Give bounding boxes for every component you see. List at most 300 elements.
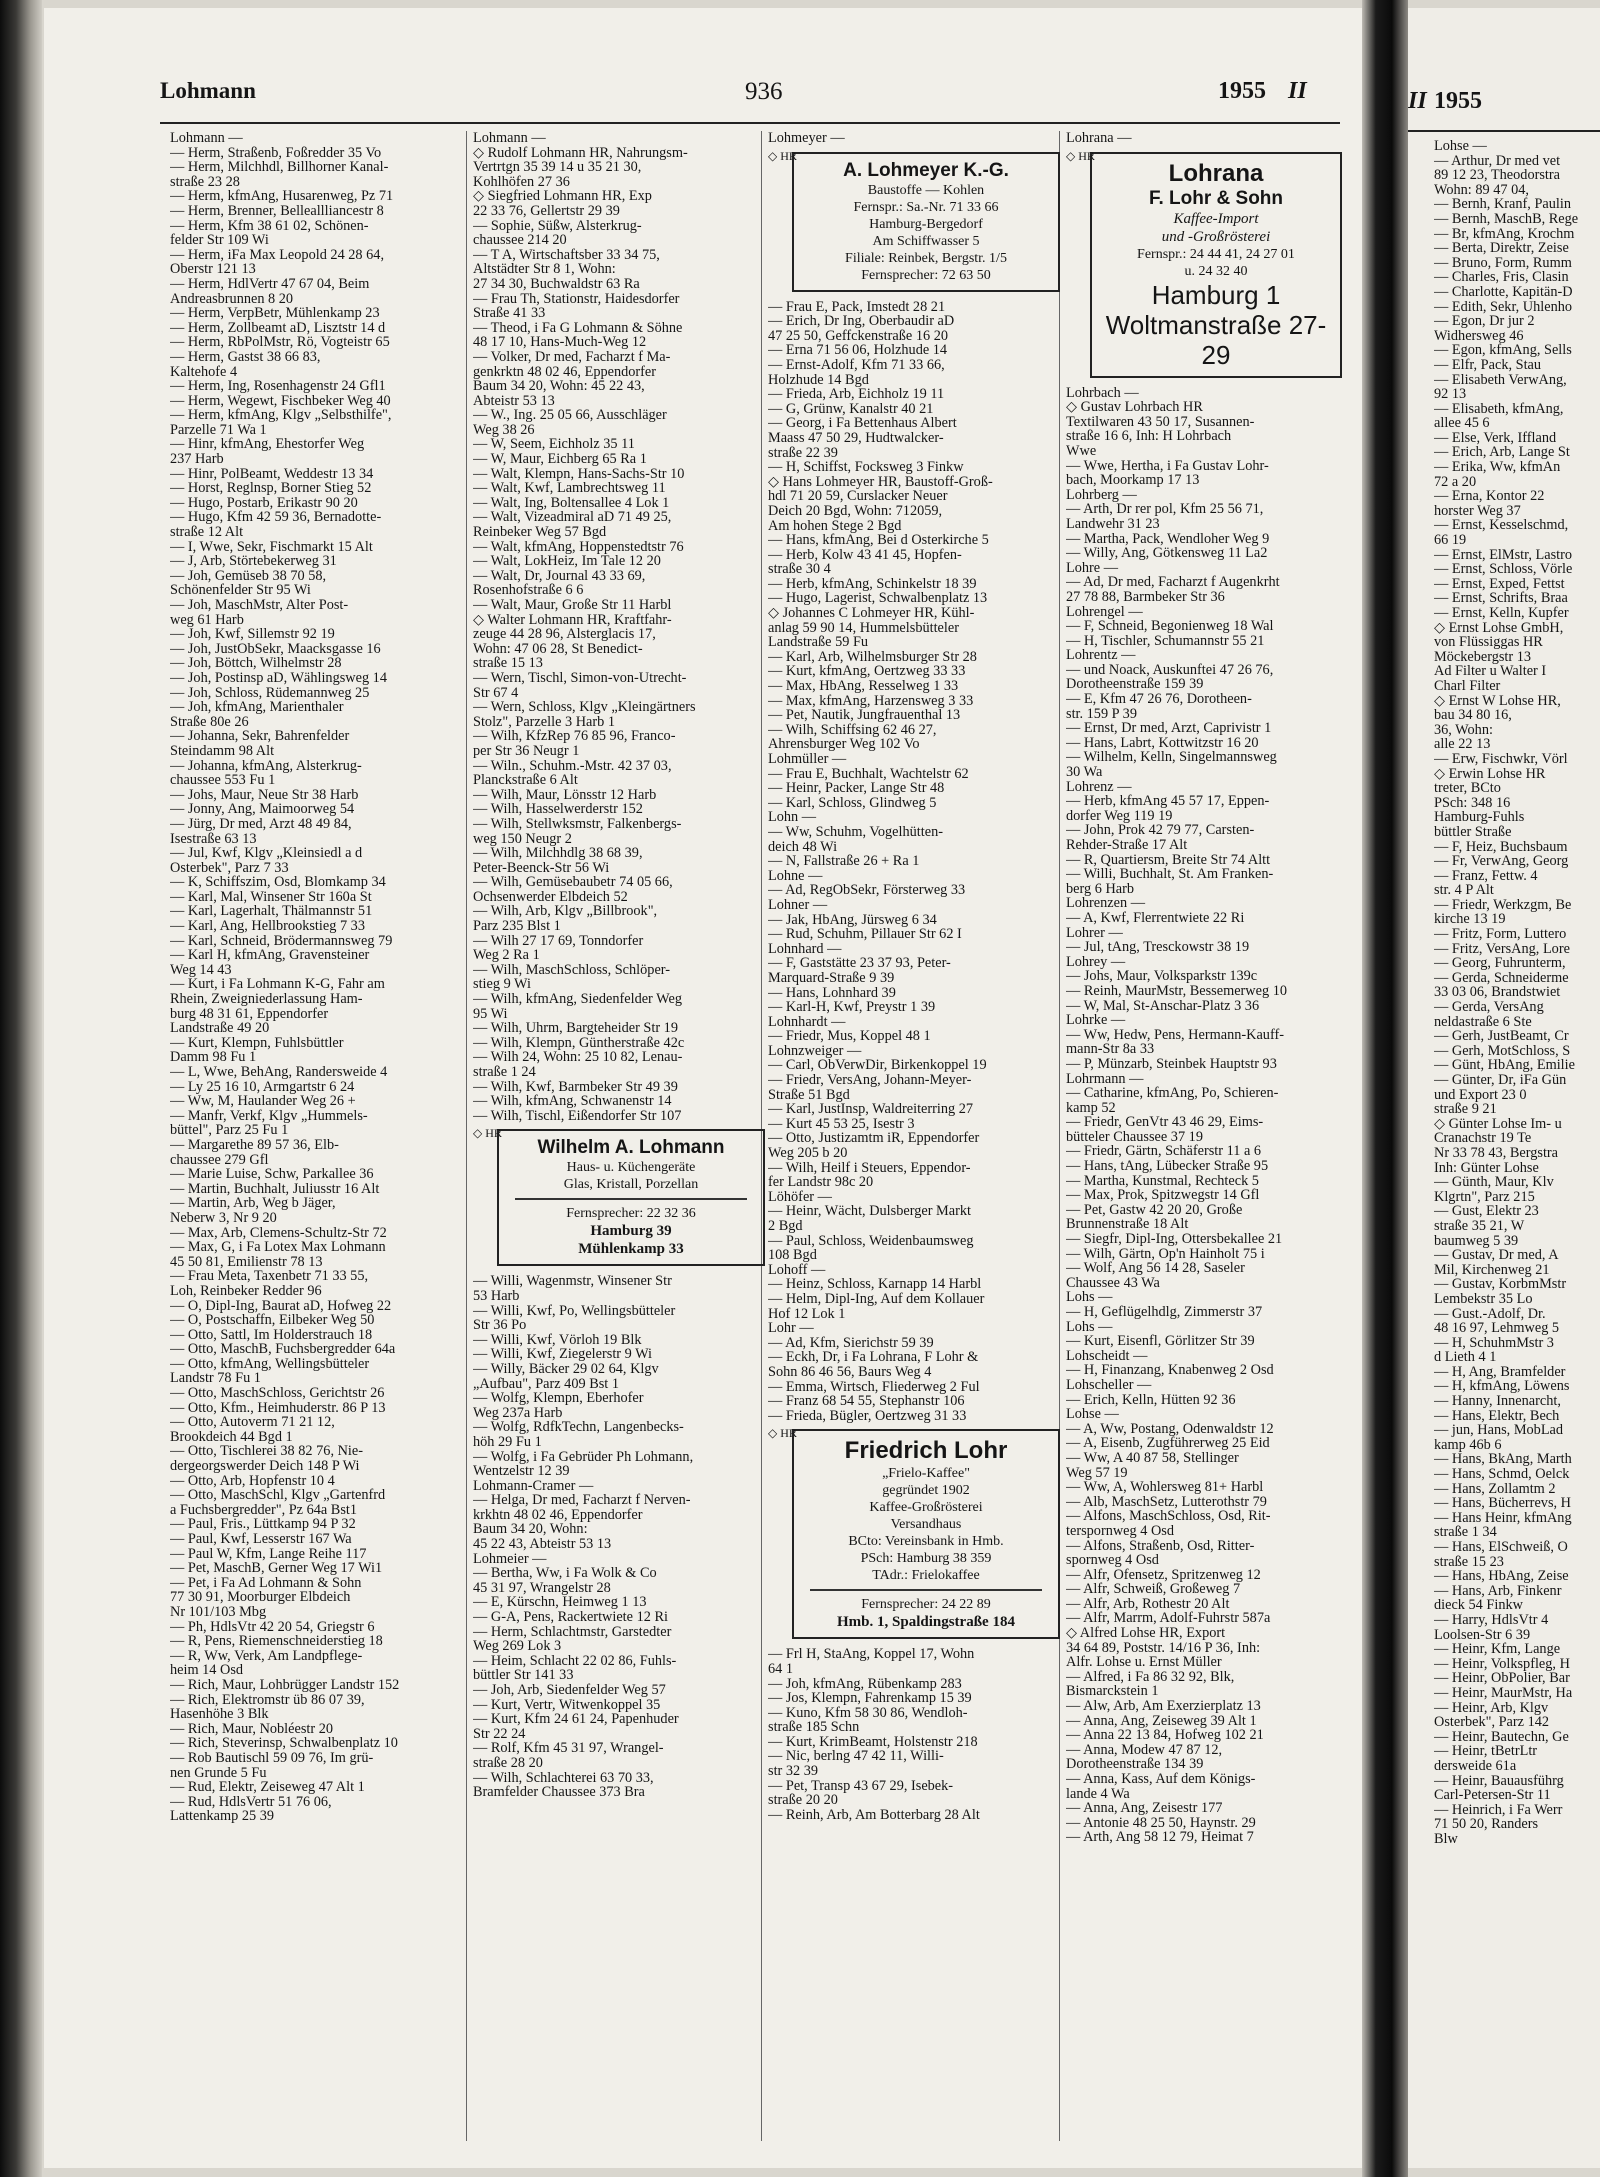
directory-entry: — I, Wwe, Sekr, Fischmarkt 15 Alt — [170, 539, 373, 555]
directory-entry: Loolsen-Str 6 39 — [1434, 1626, 1531, 1643]
directory-entry: Lohrberg — — [1066, 487, 1137, 503]
facing-page-volume: II — [1408, 88, 1427, 114]
directory-entry: — Hans, Lohnhard 39 — [768, 985, 896, 1001]
directory-entry: — Joh, Gemüseb 38 70 58, — [170, 568, 327, 584]
directory-entry: — Alfr, Arb, Rothestr 20 Alt — [1066, 1596, 1230, 1612]
directory-entry: — Erw, Fischwkr, Vörl — [1434, 750, 1568, 767]
directory-entry: — Erna, Kontor 22 — [1434, 488, 1545, 505]
directory-entry: — Wilh, Klempn, Güntherstraße 42c — [473, 1035, 685, 1051]
directory-entry: — Heinr, Packer, Lange Str 48 — [768, 781, 945, 796]
directory-entry: — Erna 71 56 06, Holzhude 14 — [768, 343, 948, 358]
directory-entry: — Joh, Böttch, Wilhelmstr 28 — [170, 656, 342, 671]
directory-entry: Löhöfer — — [768, 1189, 832, 1205]
advertisement-line: Haus- u. Küchengeräte — [566, 1160, 696, 1176]
directory-entry: Lohrentz — — [1066, 648, 1136, 663]
directory-entry: Lohs — — [1066, 1290, 1113, 1305]
directory-entry: — Hanny, Innenarcht, — [1434, 1393, 1561, 1410]
directory-entry: — Heinz, Schloss, Karnapp 14 Harbl — [768, 1277, 982, 1292]
directory-entry: — Heinr, tBetrLtr — [1434, 1743, 1538, 1760]
directory-entry: — Ww, Schuhm, Vogelhütten- — [768, 824, 943, 840]
directory-entry: Brunnenstraße 18 Alt — [1066, 1217, 1189, 1233]
directory-entry: — Siegfr, Dipl-Ing, Ottersbekallee 21 — [1066, 1232, 1283, 1247]
directory-entry: 45 22 43, Abteistr 53 13 — [473, 1537, 612, 1552]
directory-entry: — Otto, Tischlerei 38 82 76, Nie- — [170, 1444, 364, 1460]
directory-entry: Weg 269 Lok 3 — [473, 1639, 562, 1654]
directory-entry: Lohnhardt — — [768, 1014, 846, 1030]
header-rule — [160, 122, 1340, 124]
directory-entry: — Walt, Klempn, Hans-Sachs-Str 10 — [473, 466, 685, 482]
directory-entry: büttler Str 141 33 — [473, 1668, 574, 1683]
directory-entry: — Max, HbAng, Resselweg 1 33 — [768, 679, 959, 694]
directory-entry: — Marie Luise, Schw, Parkallee 36 — [170, 1167, 374, 1182]
directory-entry: a Fuchsbergredder", Pz 64a Bst1 — [170, 1502, 358, 1518]
directory-entry: straße 12 Alt — [170, 525, 244, 540]
facing-page-column — [1434, 139, 1600, 2159]
directory-entry: Hof 12 Lok 1 — [768, 1306, 846, 1322]
book-gutter — [1362, 0, 1408, 2177]
directory-entry: — H, Tischler, Schumannstr 55 21 — [1066, 633, 1265, 649]
directory-entry: — Wilh, Heilf i Steuers, Eppendor- — [768, 1160, 971, 1176]
directory-entry: — Hans, Bücherrevs, H — [1434, 1495, 1571, 1512]
directory-entry: — Wilh, Stellwksmstr, Falkenbergs- — [473, 816, 682, 832]
directory-entry: — Hans, Elektr, Bech — [1434, 1407, 1560, 1424]
directory-entry: str. 4 P Alt — [1434, 882, 1494, 899]
directory-entry: — Johanna, kfmAng, Alsterkrug- — [170, 758, 362, 774]
directory-entry: Parzelle 71 Wa 1 — [170, 422, 267, 438]
directory-entry: — Sophie, Süßw, Alsterkrug- — [473, 218, 642, 234]
directory-entry: — Ww, Hedw, Pens, Hermann-Kauff- — [1066, 1027, 1284, 1043]
directory-entry: Reinbeker Weg 57 Bgd — [473, 525, 607, 540]
directory-entry: — Paul, Kwf, Lesserstr 167 Wa — [170, 1532, 352, 1547]
directory-entry: — Hans, BkAng, Marth — [1434, 1451, 1572, 1468]
directory-entry: — Heinrich, i Fa Werr — [1434, 1801, 1563, 1818]
directory-entry: — Heinr, ObPolier, Bar — [1434, 1670, 1570, 1687]
directory-entry: — Friedr, GenVtr 43 46 29, Eims- — [1066, 1115, 1264, 1130]
directory-entry: — Heinr, Volkspfleg, H — [1434, 1655, 1570, 1672]
advertisement-address: Mühlenkamp 33 — [578, 1241, 684, 1258]
advertisement-line: „Frielo-Kaffee" — [882, 1466, 970, 1482]
directory-entry: — Jonny, Ang, Maimoorweg 54 — [170, 802, 355, 817]
directory-column-3 — [768, 131, 1064, 2151]
directory-entry: — Herb, kfmAng, Schinkelstr 18 39 — [768, 576, 977, 592]
directory-entry: — Walt, Kwf, Lambrechtsweg 11 — [473, 481, 666, 496]
directory-entry: — Martin, Buchhalt, Juliusstr 16 Alt — [170, 1181, 380, 1197]
directory-entry: 48 16 97, Lehmweg 5 — [1434, 1320, 1560, 1337]
directory-entry: — Gerda, Schneiderme — [1434, 969, 1569, 986]
directory-entry: — Wolfg, Klempn, Eberhofer — [473, 1391, 644, 1406]
directory-entry: — F, Schneid, Begonienweg 18 Wal — [1066, 619, 1274, 634]
directory-entry: Lohn — — [768, 810, 817, 825]
directory-entry: — Ernst, ElMstr, Lastro — [1434, 546, 1573, 563]
advertisement-subtitle: F. Lohr & Sohn — [1148, 187, 1284, 209]
directory-entry: — Karl-H, Kwf, Preystr 1 39 — [768, 1000, 936, 1015]
directory-entry: — Jul, tAng, Tresckowstr 38 19 — [1066, 940, 1250, 955]
directory-entry: — Kurt, Kfm 24 61 24, Papenhuder — [473, 1712, 679, 1727]
directory-entry: Weg 2 Ra 1 — [473, 948, 540, 963]
directory-entry: — Walt, Maur, Große Str 11 Harbl — [473, 598, 672, 613]
directory-entry: Deich 20 Bgd, Wohn: 712059, — [768, 503, 943, 519]
directory-entry: — Alfons, Straßenb, Osd, Ritter- — [1066, 1538, 1255, 1554]
directory-entry: — Wilh, kfmAng, Schwanenstr 14 — [473, 1094, 672, 1109]
directory-entry: — Kuno, Kfm 58 30 86, Wendloh- — [768, 1705, 968, 1721]
directory-entry: — W, Maur, Eichberg 65 Ra 1 — [473, 452, 647, 467]
directory-entry: Neberw 3, Nr 9 20 — [170, 1210, 277, 1226]
directory-entry: str 32 39 — [768, 1764, 819, 1779]
directory-entry: — Friedr, VersAng, Johann-Meyer- — [768, 1073, 972, 1088]
directory-entry: Loh, Reinbeker Redder 96 — [170, 1283, 322, 1299]
directory-entry: hdl 71 20 59, Curslacker Neuer — [768, 489, 948, 504]
directory-entry: Landstraße 49 20 — [170, 1021, 270, 1036]
directory-entry: kirche 13 19 — [1434, 911, 1506, 928]
directory-entry: ◇ Siegfried Lohmann HR, Exp — [473, 189, 652, 204]
directory-entry: — F, Gaststätte 23 37 93, Peter- — [768, 956, 951, 971]
directory-entry: — Arth, Dr rer pol, Kfm 25 56 71, — [1066, 502, 1264, 517]
directory-entry: 48 17 10, Hans-Much-Weg 12 — [473, 335, 647, 350]
directory-entry: 77 30 91, Moorburger Elbdeich — [170, 1590, 351, 1605]
directory-entry: — Otto, MaschB, Fuchsbergredder 64a — [170, 1342, 396, 1357]
directory-entry: ◇ Rudolf Lohmann HR, Nahrungsm- — [473, 145, 688, 161]
directory-column-4 — [1066, 131, 1346, 2151]
directory-entry: Weg 237a Harb — [473, 1405, 563, 1421]
directory-entry: — Anna, Modew 47 87 12, — [1066, 1742, 1223, 1758]
directory-entry: Straße 80e 26 — [170, 714, 249, 730]
directory-entry: — Anna, Ang, Zeiseweg 39 Alt 1 — [1066, 1713, 1257, 1729]
directory-entry: — Friedr, Gärtn, Schäferstr 11 a 6 — [1066, 1144, 1262, 1160]
surname-heading: Lohmann — — [170, 131, 243, 146]
directory-entry: von Flüssiggas HR — [1434, 634, 1543, 651]
directory-entry: Wohn: 89 47 04, — [1434, 181, 1529, 198]
directory-entry: — Alfr, Schweiß, Großeweg 7 — [1066, 1582, 1241, 1597]
advertisement-line: TAdr.: Frielokaffee — [872, 1568, 980, 1584]
directory-entry: — Catharine, kfmAng, Po, Schieren- — [1066, 1086, 1279, 1101]
directory-entry: Baum 34 20, Wohn: 45 22 43, — [473, 379, 645, 394]
directory-entry: — Karl, JustInsp, Waldreiterring 27 — [768, 1102, 974, 1117]
directory-entry: ◇ Ernst Lohse GmbH, — [1434, 619, 1564, 636]
directory-entry: alle 22 13 — [1434, 736, 1491, 753]
directory-entry: — Fritz, Form, Luttero — [1434, 926, 1567, 943]
directory-entry: — Gerda, VersAng — [1434, 999, 1544, 1016]
directory-entry: Maass 47 50 29, Hudtwalcker- — [768, 430, 944, 446]
directory-entry: — Karl H, kfmAng, Gravensteiner — [170, 948, 370, 963]
directory-entry: str. 159 P 39 — [1066, 706, 1137, 722]
directory-entry: Möckebergstr 13 — [1434, 648, 1532, 665]
directory-entry: fer Landstr 98c 20 — [768, 1175, 874, 1190]
directory-entry: — Ww, A 40 87 58, Stellinger — [1066, 1450, 1239, 1466]
directory-entry: — Elisabeth, kfmAng, — [1434, 400, 1564, 417]
advertisement-line: gegründet 1902 — [882, 1483, 970, 1499]
directory-entry: straße 15 23 — [1434, 1553, 1504, 1570]
directory-entry: straße 185 Schn — [768, 1720, 860, 1735]
advertisement-line: Am Schiffwasser 5 — [872, 233, 980, 249]
advertisement-line: Hamburg-Bergedorf — [869, 216, 983, 232]
directory-entry: bütteler Chaussee 37 19 — [1066, 1129, 1203, 1145]
directory-entry: PSch: 348 16 — [1434, 794, 1511, 811]
directory-entry: straße 23 28 — [170, 174, 240, 190]
directory-entry: Lohrenz — — [1066, 779, 1132, 795]
directory-entry: — Paul, Schloss, Weidenbaumsweg — [768, 1233, 974, 1249]
directory-entry: — Joh, JustObSekr, Maacksgasse 16 — [170, 641, 381, 657]
directory-entry: — Herb, kfmAng 45 57 17, Eppen- — [1066, 794, 1270, 809]
directory-entry: — Herm, Zollbeamt aD, Lisztstr 14 d — [170, 320, 386, 336]
directory-entry: Bramfelder Chaussee 373 Bra — [473, 1785, 645, 1800]
directory-entry: — Rich, Steverinsp, Schwalbenplatz 10 — [170, 1736, 398, 1751]
directory-entry: — Ernst, Schrifts, Braa — [1434, 590, 1568, 607]
directory-entry: — Joh, kfmAng, Rübenkamp 283 — [768, 1676, 962, 1692]
directory-entry: — Wilh 27 17 69, Tonndorfer — [473, 933, 644, 949]
directory-entry: — Max, Prok, Spitzwegstr 14 Gfl — [1066, 1188, 1260, 1203]
directory-entry: — Helga, Dr med, Facharzt f Nerven- — [473, 1493, 691, 1508]
directory-entry: Lohrbach — — [1066, 385, 1139, 401]
directory-entry: — O, Dipl-Ing, Baurat aD, Hofweg 22 — [170, 1298, 392, 1314]
directory-entry: Inh: Günter Lohse — [1434, 1159, 1539, 1176]
directory-entry: — Rud, HdlsVertr 51 76 06, — [170, 1794, 332, 1810]
directory-entry: — Else, Verk, Iffland — [1434, 429, 1557, 446]
directory-entry: — Ernst, Exped, Fettst — [1434, 575, 1565, 592]
directory-entry: Nr 33 78 43, Bergstra — [1434, 1144, 1559, 1161]
directory-entry: — Charles, Fris, Clasin — [1434, 269, 1569, 286]
directory-entry: Lohs — — [1066, 1319, 1113, 1335]
directory-entry: bau 34 80 16, — [1434, 707, 1512, 724]
directory-entry: Ochsenwerder Elbdeich 52 — [473, 889, 628, 905]
directory-entry: — Willi, Buchhalt, St. Am Franken- — [1066, 867, 1274, 882]
directory-entry: — Erich, Arb, Lange St — [1434, 444, 1570, 461]
advertisement-line: Baustoffe — Kohlen — [867, 182, 985, 198]
directory-entry: straße 28 20 — [473, 1755, 543, 1771]
directory-entry: — Wilh, Kwf, Barmbeker Str 49 39 — [473, 1079, 678, 1095]
directory-entry: burg 48 31 61, Eppendorfer — [170, 1006, 329, 1022]
directory-entry: — Hugo, Lagerist, Schwalbenplatz 13 — [768, 591, 988, 607]
directory-entry: Lohrmann — — [1066, 1071, 1144, 1087]
advertisement-line: Fernsprecher: 72 63 50 — [861, 267, 991, 283]
surname-heading: Lohmeyer — — [768, 131, 845, 146]
directory-entry: — Hans, Labrt, Kottwitzstr 16 20 — [1066, 735, 1259, 751]
directory-entry: — Wern, Tischl, Simon-von-Utrecht- — [473, 670, 687, 686]
advertisement-line: Versandhaus — [890, 1517, 962, 1533]
directory-entry: Weg 14 43 — [170, 962, 232, 978]
directory-entry: ◇ Ernst W Lohse HR, — [1434, 692, 1561, 709]
directory-entry: — Heinr, Wächt, Dulsberger Markt — [768, 1204, 971, 1219]
directory-entry: Isestraße 63 13 — [170, 831, 257, 847]
directory-entry: dieck 54 Finkw — [1434, 1597, 1523, 1614]
directory-entry: berg 6 Harb — [1066, 881, 1135, 897]
directory-entry: Cranachstr 19 Te — [1434, 1130, 1532, 1147]
directory-entry: — Otto, MaschSchloss, Gerichtstr 26 — [170, 1386, 385, 1401]
directory-entry: Kaltehofe 4 — [170, 364, 238, 380]
directory-entry: — Nic, berlng 47 42 11, Willi- — [768, 1749, 944, 1765]
directory-entry: — H, Finanzang, Knabenweg 2 Osd — [1066, 1363, 1274, 1378]
directory-entry: Abteistr 53 13 — [473, 393, 555, 409]
directory-entry: Lohne — — [768, 868, 823, 884]
directory-entry: — Theod, i Fa G Lohmann & Söhne — [473, 320, 683, 336]
directory-entry: — Alfred, i Fa 86 32 92, Blk, — [1066, 1669, 1235, 1685]
directory-entry: kamp 52 — [1066, 1100, 1116, 1116]
directory-entry: dorfer Weg 119 19 — [1066, 808, 1173, 824]
directory-entry: — Herm, Straßenb, Foßredder 35 Vo — [170, 145, 382, 161]
directory-entry: Planckstraße 6 Alt — [473, 773, 578, 788]
surname-heading: Lohrana — — [1066, 131, 1132, 146]
directory-entry: kamp 46b 6 — [1434, 1436, 1502, 1453]
directory-entry: — Wilh, Tischl, Eißendorfer Str 107 — [473, 1108, 682, 1124]
directory-entry: — Karl, Schloss, Glindweg 5 — [768, 795, 937, 811]
directory-entry: 45 50 81, Emilienstr 78 13 — [170, 1254, 323, 1270]
directory-entry: 27 34 30, Buchwaldstr 63 Ra — [473, 276, 640, 292]
directory-entry: — und Noack, Auskunftei 47 26 76, — [1066, 662, 1274, 678]
directory-entry: Lohrengel — — [1066, 604, 1143, 620]
directory-entry: — Jos, Klempn, Fahrenkamp 15 39 — [768, 1691, 972, 1706]
directory-entry: Lohse — — [1434, 139, 1487, 154]
advertisement-line: Glas, Kristall, Porzellan — [563, 1177, 699, 1193]
directory-entry: — Br, kfmAng, Krochm — [1434, 225, 1575, 242]
directory-entry: ◇ Gustav Lohrbach HR — [1066, 400, 1203, 415]
directory-entry: — Arthur, Dr med vet — [1434, 152, 1561, 169]
directory-entry: 92 13 — [1434, 386, 1467, 403]
directory-entry: und Export 23 0 — [1434, 1086, 1527, 1103]
directory-entry: mann-Str 8a 33 — [1066, 1042, 1155, 1057]
directory-entry: — Emma, Wirtsch, Fliederweg 2 Ful — [768, 1379, 980, 1395]
directory-entry: — O, Postschaffn, Eilbeker Weg 50 — [170, 1313, 375, 1328]
directory-entry: — Martha, Pack, Wendloher Weg 9 — [1066, 531, 1270, 547]
directory-entry: Blw — [1434, 1830, 1458, 1847]
directory-entry: — Hugo, Postarb, Erikastr 90 20 — [170, 495, 358, 511]
directory-entry: Sohn 86 46 56, Baurs Weg 4 — [768, 1364, 932, 1380]
directory-entry: — Fritz, VersAng, Lore — [1434, 940, 1570, 957]
directory-entry: — Gust.-Adolf, Dr. — [1434, 1305, 1546, 1322]
directory-entry: treter, BCto — [1434, 780, 1501, 797]
directory-entry: — H, kfmAng, Löwens — [1434, 1378, 1570, 1395]
directory-entry: — Friedr, Mus, Koppel 48 1 — [768, 1029, 931, 1044]
directory-column-2 — [473, 131, 769, 2151]
directory-entry: lande 4 Wa — [1066, 1786, 1130, 1802]
directory-entry: — Egon, kfmAng, Sells — [1434, 342, 1572, 359]
book-spine-shadow — [0, 0, 42, 2177]
directory-entry: — Heinr, Arb, Klgv — [1434, 1699, 1549, 1716]
directory-entry: — Frau E, Pack, Imstedt 28 21 — [768, 299, 946, 315]
directory-entry: — Willy, Bäcker 29 02 64, Klgv — [473, 1361, 659, 1377]
directory-entry: — Franz 68 54 55, Stephanstr 106 — [768, 1394, 965, 1409]
directory-entry: — Pet, MaschB, Gerner Weg 17 Wi1 — [170, 1561, 383, 1576]
directory-entry: — Georg, Fuhrunterm, — [1434, 955, 1566, 972]
directory-entry: straße 15 13 — [473, 656, 543, 671]
directory-entry: — Ly 25 16 10, Armgartstr 6 24 — [170, 1079, 355, 1095]
advertisement-line: BCto: Vereinsbank in Hmb. — [848, 1534, 1004, 1550]
advertisement-line: Fernspr.: Sa.-Nr. 71 33 66 — [853, 199, 999, 215]
directory-entry: Rhein, Zweigniederlassung Ham- — [170, 992, 363, 1007]
directory-entry: Weg 57 19 — [1066, 1465, 1128, 1481]
directory-entry: — Kurt, Eisenfl, Görlitzer Str 39 — [1066, 1334, 1255, 1349]
hr-register-mark: ◇ HR — [768, 148, 797, 163]
directory-entry: bach, Moorkamp 17 13 — [1066, 473, 1200, 488]
directory-entry: — Bernh, Kranf, Paulin — [1434, 196, 1571, 213]
directory-entry: 108 Bgd — [768, 1248, 817, 1263]
directory-entry: — Rud, Schuhm, Pillauer Str 62 I — [768, 927, 962, 942]
directory-entry: — Herm, Wegewt, Fischbeker Weg 40 — [170, 393, 391, 409]
directory-entry: — Heinr, Bauausführg — [1434, 1772, 1564, 1789]
directory-entry: — Ph, HdlsVtr 42 20 54, Griegstr 6 — [170, 1619, 375, 1635]
directory-entry: straße 20 20 — [768, 1793, 838, 1808]
directory-entry: 30 Wa — [1066, 765, 1103, 780]
directory-entry: — Frieda, Bügler, Oertzweg 31 33 — [768, 1408, 967, 1424]
directory-entry: Weg 38 26 — [473, 422, 535, 438]
directory-entry: — N, Fallstraße 26 + Ra 1 — [768, 854, 920, 869]
directory-entry: 89 12 23, Theodorstra — [1434, 167, 1561, 184]
directory-entry: weg 61 Harb — [170, 612, 244, 628]
directory-entry: — Frieda, Arb, Eichholz 19 11 — [768, 387, 945, 402]
directory-entry: — Wilh, Schiffsing 62 46 27, — [768, 722, 937, 738]
directory-entry: Lohmüller — — [768, 752, 847, 767]
directory-entry: — Alfr, Marrm, Adolf-Fuhrstr 587a — [1066, 1611, 1271, 1627]
directory-entry: Nr 101/103 Mbg — [170, 1604, 267, 1620]
directory-entry: — Karl, Lagerhalt, Thälmannstr 51 — [170, 904, 373, 920]
directory-entry: — Walt, Ing, Boltensallee 4 Lok 1 — [473, 495, 670, 511]
advertisement-line: Fernsprecher: 24 22 89 — [861, 1597, 991, 1613]
directory-entry: — Willy, Ang, Götkensweg 11 La2 — [1066, 546, 1268, 561]
directory-entry: felder Str 109 Wi — [170, 233, 269, 248]
directory-entry: höh 29 Fu 1 — [473, 1434, 542, 1450]
directory-entry: — Wilh, KfzRep 76 85 96, Franco- — [473, 729, 676, 744]
directory-entry: — Karl, Ang, Hellbrookstieg 7 33 — [170, 919, 365, 934]
directory-entry: — Herm, Brenner, Belleallliancestr 8 — [170, 203, 384, 219]
directory-entry: — Herm, Ing, Rosenhagenstr 24 Gfl1 — [170, 379, 386, 394]
directory-entry: — Gerh, JustBeamt, Cr — [1434, 1028, 1569, 1045]
directory-entry: heim 14 Osd — [170, 1663, 244, 1678]
directory-entry: Parz 235 Blst 1 — [473, 919, 561, 934]
directory-entry: — Willi, Wagenmstr, Winsener Str — [473, 1274, 672, 1289]
directory-entry: Lohoff — — [768, 1262, 826, 1278]
directory-entry: — Bruno, Form, Rumm — [1434, 254, 1572, 271]
directory-entry: Str 36 Po — [473, 1318, 527, 1333]
directory-entry: Str 67 4 — [473, 685, 519, 701]
directory-entry: — Wilh, Schlachterei 63 70 33, — [473, 1770, 654, 1786]
directory-entry: Wentzelstr 12 39 — [473, 1464, 570, 1479]
advertisement-line: Fernsprecher: 22 32 36 — [566, 1206, 696, 1222]
directory-entry: Am hohen Stege 2 Bgd — [768, 518, 902, 534]
directory-entry: Straße 51 Bgd — [768, 1087, 850, 1103]
directory-entry: — Elisabeth VerwAng, — [1434, 371, 1567, 388]
directory-entry: — Hugo, Kfm 42 59 36, Bernadotte- — [170, 510, 382, 526]
directory-entry: — Pet, i Fa Ad Lohmann & Sohn — [170, 1575, 362, 1591]
directory-entry: ◇ Hans Lohmeyer HR, Baustoff-Groß- — [768, 474, 993, 490]
directory-entry: — Martin, Arb, Weg b Jäger, — [170, 1196, 336, 1211]
directory-entry: Baum 34 20, Wohn: — [473, 1522, 588, 1538]
directory-entry: Hamburg-Fuhls — [1434, 809, 1525, 826]
hr-register-mark: ◇ HR — [473, 1126, 502, 1141]
directory-entry: — Kurt, i Fa Lohmann K-G, Fahr am — [170, 977, 385, 993]
directory-entry: — Wolfg, RdfkTechn, Langenbecks- — [473, 1420, 684, 1435]
directory-entry: allee 45 6 — [1434, 415, 1490, 432]
directory-entry: straße 35 21, W — [1434, 1217, 1525, 1234]
header-volume: II — [1288, 78, 1307, 104]
directory-entry: — Herm, kfmAng, Husarenweg, Pz 71 — [170, 189, 394, 204]
directory-entry: Widhersweg 46 — [1434, 327, 1524, 344]
directory-entry: — Johs, Maur, Volksparkstr 139c — [1066, 969, 1258, 984]
directory-entry: krkhtn 48 02 46, Eppendorfer — [473, 1507, 643, 1523]
hr-register-mark: ◇ HR — [1066, 148, 1095, 163]
column-divider — [466, 131, 467, 2141]
directory-entry: — Harry, HdlsVtr 4 — [1434, 1611, 1549, 1628]
directory-entry: — Wilh, Gemüsebaubetr 74 05 66, — [473, 875, 673, 890]
directory-entry: — Manfr, Verkf, Klgv „Hummels- — [170, 1108, 368, 1124]
directory-entry: — Wilhelm, Kelln, Singelmannsweg — [1066, 750, 1277, 766]
directory-entry: — Heim, Schlacht 22 02 86, Fuhls- — [473, 1653, 677, 1669]
directory-entry: — T A, Wirtschaftsber 33 34 75, — [473, 247, 660, 263]
directory-entry: — Paul W, Kfm, Lange Reihe 117 — [170, 1546, 367, 1562]
directory-entry: Lohre — — [1066, 560, 1119, 576]
directory-entry: — Reinh, MaurMstr, Bessemerweg 10 — [1066, 983, 1287, 999]
directory-entry: Lohscheller — — [1066, 1377, 1152, 1393]
advertisement-address: Woltmanstraße 27-29 — [1105, 309, 1327, 370]
directory-entry: — Elfr, Pack, Stau — [1434, 356, 1542, 373]
directory-entry: — Wilh, Milchhdlg 38 68 39, — [473, 846, 643, 861]
